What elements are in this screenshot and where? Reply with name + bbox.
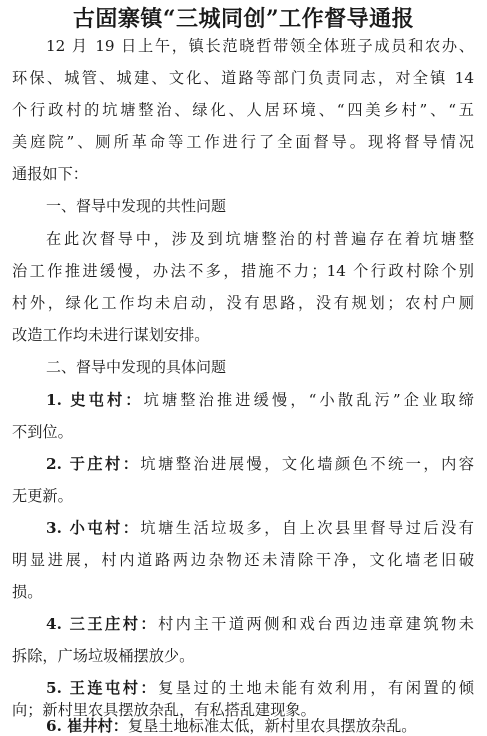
issue-item-shitun xyxy=(46,390,474,410)
issue-text: 复垦土地标准太低，新村里农具摆放杂乱。 xyxy=(127,717,417,735)
issue-item-xiaotun xyxy=(46,518,474,538)
issue-continuation: 不到位。 xyxy=(12,423,73,441)
intro-line: 12 月 19 日上午，镇长范晓哲带领全体班子成员和农办、 xyxy=(46,37,474,55)
intro-line: 环保、城管、城建、文化、道路等部门负责同志，对全镇 14 xyxy=(12,69,474,87)
village-label: 6. 崔井村： xyxy=(46,717,128,735)
village-label: 5. 王连屯村： xyxy=(46,679,159,697)
issue-continuation: 明显进展，村内道路两边杂物还未清除干净，文化墙老旧破 xyxy=(12,551,474,569)
issue-continuation: 向；新村里农具摆放杂乱，有私搭乱建现象。 xyxy=(12,701,316,719)
village-label: 3. 小屯村： xyxy=(46,519,141,537)
issue-text: 复垦过的土地未能有效利用，有闲置的倾 xyxy=(158,679,474,697)
intro-line: 美庭院”、厕所革命等工作进行了全面督导。现将督导情况 xyxy=(12,133,474,151)
section1-line: 治工作推进缓慢，办法不多，措施不力；14 个行政村除个别 xyxy=(12,262,474,280)
issue-text: 坑塘整治推进缓慢，“小散乱污”企业取缔 xyxy=(143,391,474,409)
village-label: 2. 于庄村： xyxy=(46,455,141,473)
section1-line: 在此次督导中，涉及到坑塘整治的村普遍存在着坑塘整 xyxy=(46,230,474,248)
village-label: 4. 三王庄村： xyxy=(46,615,159,633)
intro-line: 个行政村的坑塘整治、绿化、人居环境、“四美乡村”、“五 xyxy=(12,101,474,119)
issue-continuation: 无更新。 xyxy=(12,487,73,505)
section1-line: 村外，绿化工作均未启动，没有思路，没有规划；农村户厕 xyxy=(12,294,474,312)
issue-continuation: 拆除，广场垃圾桶摆放少。 xyxy=(12,647,195,665)
section-heading-common-issues: 一、督导中发现的共性问题 xyxy=(46,197,227,215)
section-heading-specific-issues: 二、督导中发现的具体问题 xyxy=(46,358,227,376)
issue-continuation: 损。 xyxy=(12,583,43,601)
issue-item-cuijing xyxy=(46,716,474,736)
document-title: 古固寨镇“三城同创”工作督导通报 xyxy=(72,6,415,32)
section1-line: 改造工作均未进行谋划安排。 xyxy=(12,326,210,344)
intro-line: 通报如下： xyxy=(12,165,88,183)
issue-item-yuzhuang xyxy=(46,454,474,474)
issue-text: 坑塘整治进展慢，文化墙颜色不统一，内容 xyxy=(140,455,474,473)
issue-item-wangliantun xyxy=(46,678,474,698)
issue-item-sanwangzhuang xyxy=(46,614,474,634)
issue-text: 村内主干道两侧和戏台西边违章建筑物未 xyxy=(158,615,474,633)
issue-text: 坑塘生活垃圾多，自上次县里督导过后没有 xyxy=(140,519,474,537)
village-label: 1. 史屯村： xyxy=(46,391,144,409)
